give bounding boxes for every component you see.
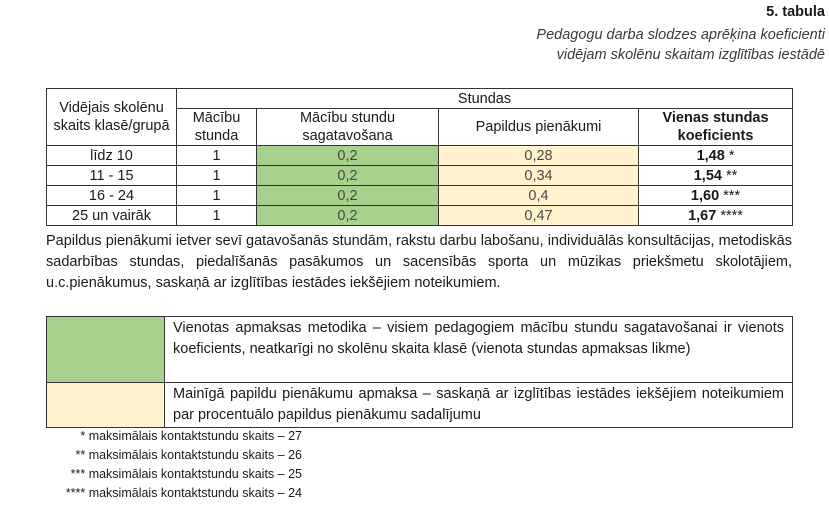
- footnote-3: *** maksimālais kontaktstundu skaits – 25: [70, 467, 302, 481]
- header-hours-group: Stundas: [177, 89, 793, 109]
- footnote-4: **** maksimālais kontaktstundu skaits – 24: [65, 486, 302, 500]
- cell-coef: [639, 146, 793, 166]
- title-line-1: Pedagogu darba slodzes aprēķina koeficienti: [536, 27, 825, 43]
- title-line-2: vidējam skolēnu skaitam izglītības iestādē: [556, 47, 825, 63]
- header-prep: Mācību stundu sagatavošana: [257, 109, 439, 146]
- explanatory-note: Papildus pienākumi ietver sevī gatavošanās stundām, rakstu darbu labošanu, individuālās konsultācijas, metodiskās sadarbības stundas, piedalīšanās pasākumos un sacensībās sporta un mūzikas priekšmetu skolotājiem, u.c.pienākumus, saskaņā ar izglītības iestādes iekšējiem noteikumiem.: [46, 233, 792, 291]
- cell-lesson: 1: [177, 206, 257, 226]
- legend-swatch-green: [47, 317, 165, 383]
- cell-extra: 0,4: [439, 186, 639, 206]
- coef-value: 1,48: [696, 147, 725, 164]
- cell-extra: 0,47: [439, 206, 639, 226]
- table-row: [47, 146, 793, 166]
- coef-mark: *: [724, 147, 735, 164]
- cell-extra: 0,28: [439, 146, 639, 166]
- header-coef: Vienas stundas koeficients: [639, 109, 793, 146]
- coef-mark: ***: [719, 187, 741, 204]
- footnote-2: ** maksimālais kontaktstundu skaits – 26: [75, 448, 302, 462]
- cell-coef: [639, 166, 793, 186]
- cell-lesson: 1: [177, 186, 257, 206]
- header-lesson: Mācību stunda: [177, 109, 257, 146]
- table-row: [47, 186, 793, 206]
- coef-mark: **: [721, 167, 738, 184]
- cell-lesson: 1: [177, 146, 257, 166]
- cell-size: līdz 10: [47, 146, 177, 166]
- color-legend: [46, 316, 793, 428]
- cell-coef: [639, 186, 793, 206]
- table-row: [47, 166, 793, 186]
- coefficient-table: [46, 88, 793, 226]
- cell-coef: [639, 206, 793, 226]
- table-title: [536, 25, 825, 65]
- cell-prep: 0,2: [257, 166, 439, 186]
- header-extra: Papildus pienākumi: [439, 109, 639, 146]
- cell-size: 16 - 24: [47, 186, 177, 206]
- cell-extra: 0,34: [439, 166, 639, 186]
- cell-size: 25 un vairāk: [47, 206, 177, 226]
- cell-prep: 0,2: [257, 186, 439, 206]
- header-class-size: Vidējais skolēnu skaits klasē/grupā: [47, 89, 177, 146]
- coef-value: 1,67: [688, 207, 717, 224]
- cell-prep: 0,2: [257, 146, 439, 166]
- table-number: 5. tabula: [766, 4, 825, 20]
- legend-text-yellow: Mainīgā papildu pienākumu apmaksa – saskaņā ar izglītības iestādes iekšējiem noteikumiem par procentuālo papildus pienākumu sadalījumu: [165, 383, 793, 428]
- table-row: [47, 206, 793, 226]
- coef-value: 1,60: [690, 187, 720, 204]
- coef-mark: ****: [716, 207, 743, 224]
- cell-size: 11 - 15: [47, 166, 177, 186]
- coef-value: 1,54: [693, 167, 722, 184]
- legend-swatch-yellow: [47, 383, 165, 428]
- legend-text-green: Vienotas apmaksas metodika – visiem pedagogiem mācību stundu sagatavošanai ir vienots koeficients, neatkarīgi no skolēnu skaita klasē (vienota stundas apmaksas likme): [165, 317, 793, 383]
- cell-prep: 0,2: [257, 206, 439, 226]
- footnote-1: * maksimālais kontaktstundu skaits – 27: [80, 429, 302, 443]
- cell-lesson: 1: [177, 166, 257, 186]
